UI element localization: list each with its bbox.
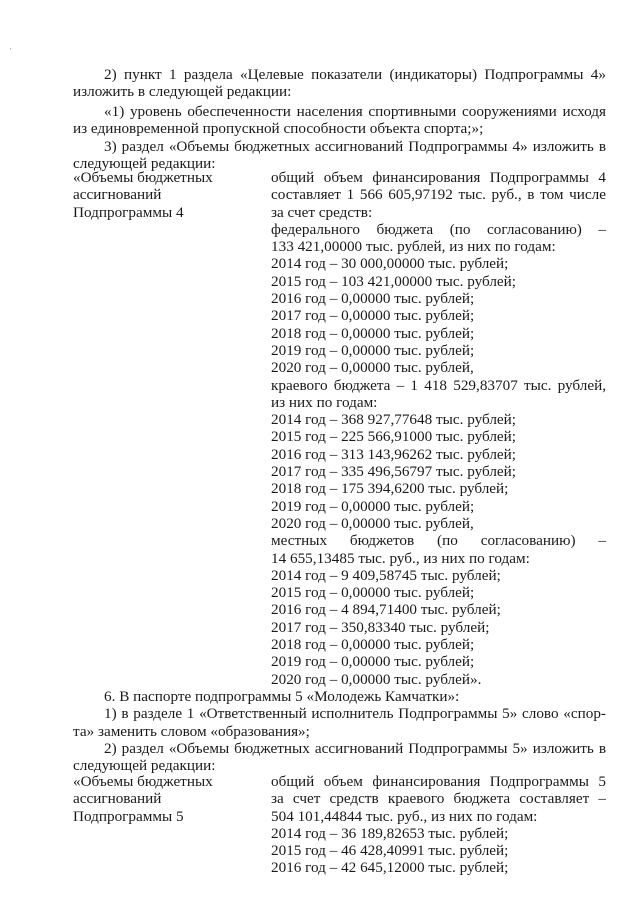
text-line: 133 421,00000 тыс. рублей, из них по годам: [271, 238, 556, 256]
text-line: 2014 год – 368 927,77648 тыс. рублей; [271, 411, 516, 429]
text-line: 2016 год – 42 645,12000 тыс. рублей; [271, 859, 509, 877]
text-line: местных бюджетов (по согласованию) – [271, 532, 606, 550]
text-line: 2016 год – 0,00000 тыс. рублей; [271, 290, 475, 308]
text-line: 2015 год – 0,00000 тыс. рублей; [271, 584, 475, 602]
text-line: из них по годам: [271, 393, 378, 411]
text-line: 2017 год – 350,83340 тыс. рублей; [271, 618, 490, 636]
paragraph-indicator-quote [73, 103, 606, 138]
text-line: Подпрограммы 4 [73, 203, 184, 221]
text-line: 2017 год – 0,00000 тыс. рублей; [271, 307, 475, 325]
paragraph-item-6 [73, 688, 606, 705]
text-line: 2018 год – 0,00000 тыс. рублей; [271, 324, 475, 342]
margin-mark: ' [10, 47, 12, 55]
text-line: федерального бюджета (по согласованию) – [271, 220, 606, 238]
budget-table-content [271, 773, 606, 877]
budget-table-label [73, 773, 243, 825]
text-line: 2) раздел «Объемы бюджетных ассигнований Подпрограммы 5» изложить в [104, 739, 606, 757]
text-line: 2020 год – 0,00000 тыс. рублей, [271, 359, 474, 377]
text-line: 6. В паспорте подпрограммы 5 «Молодежь Камчатки»: [104, 688, 460, 705]
text-line: 2014 год – 30 000,00000 тыс. рублей; [271, 255, 509, 273]
text-line: Подпрограммы 5 [73, 807, 184, 825]
text-line: 3) раздел «Объемы бюджетных ассигнований Подпрограммы 4» изложить в [104, 138, 606, 156]
text-line: 1) в разделе 1 «Ответственный исполнитель Подпрограммы 5» слово «спор- [104, 705, 606, 723]
text-line: 2015 год – 103 421,00000 тыс. рублей; [271, 272, 516, 290]
text-line: 14 655,13485 тыс. руб., из них по годам: [271, 549, 530, 567]
text-line: за счет средств краевого бюджета составляет – [271, 790, 606, 808]
text-line: 2019 год – 0,00000 тыс. рублей; [271, 653, 475, 671]
budget-table-label [73, 169, 243, 221]
text-line: из единовременной пропускной способности объекта спорта;»; [73, 119, 484, 137]
text-line: 2019 год – 0,00000 тыс. рублей; [271, 341, 475, 359]
text-line: 2020 год – 0,00000 тыс. рублей, [271, 514, 474, 532]
budget-table-content [271, 169, 606, 688]
text-line: следующей редакции: [73, 757, 216, 775]
text-line: 2015 год – 225 566,91000 тыс. рублей; [271, 428, 516, 446]
text-line: та» заменить словом «образования»; [73, 722, 310, 740]
text-line: 2016 год – 4 894,71400 тыс. рублей; [271, 601, 501, 619]
text-line: 2018 год – 0,00000 тыс. рублей; [271, 636, 475, 654]
paragraph-item-1 [73, 705, 606, 740]
text-line: 2019 год – 0,00000 тыс. рублей; [271, 497, 475, 515]
text-line: 2015 год – 46 428,40991 тыс. рублей; [271, 842, 509, 860]
text-line: общий объем финансирования Подпрограммы 4 [271, 169, 606, 186]
text-line: 2014 год – 36 189,82653 тыс. рублей; [271, 824, 509, 842]
text-line: 2018 год – 175 394,6200 тыс. рублей; [271, 480, 509, 498]
text-line: составляет 1 566 605,97192 тыс. руб., в том числе [271, 186, 606, 204]
section-subprogram-4-intro [73, 66, 606, 173]
paragraph-item-2 [73, 740, 606, 775]
paragraph-item-3 [73, 138, 606, 173]
paragraph-item-2 [73, 66, 606, 101]
section-subprogram-5 [73, 688, 606, 774]
text-line: 504 101,44844 тыс. руб., из них по годам: [271, 807, 538, 825]
text-line: изложить в следующей редакции: [73, 83, 292, 101]
text-line: следующей редакции: [73, 155, 216, 173]
text-line: «Объемы бюджетных [73, 773, 213, 790]
text-line: 2) пункт 1 раздела «Целевые показатели (индикаторы) Подпрограммы 4» [104, 66, 606, 83]
text-line: краевого бюджета – 1 418 529,83707 тыс. рублей, [271, 376, 606, 394]
text-line: «1) уровень обеспеченности населения спортивными сооружениями исходя [104, 102, 606, 120]
text-line: ассигнований [73, 790, 162, 808]
text-line: 2020 год – 0,00000 тыс. рублей». [271, 670, 482, 688]
text-line: за счет средств: [271, 203, 373, 221]
text-line: 2014 год – 9 409,58745 тыс. рублей; [271, 566, 501, 584]
text-line: 2016 год – 313 143,96262 тыс. рублей; [271, 445, 516, 463]
text-line: ассигнований [73, 186, 162, 204]
text-line: «Объемы бюджетных [73, 169, 213, 186]
text-line: общий объем финансирования Подпрограммы 5 [271, 773, 606, 790]
text-line: 2017 год – 335 496,56797 тыс. рублей; [271, 463, 516, 481]
